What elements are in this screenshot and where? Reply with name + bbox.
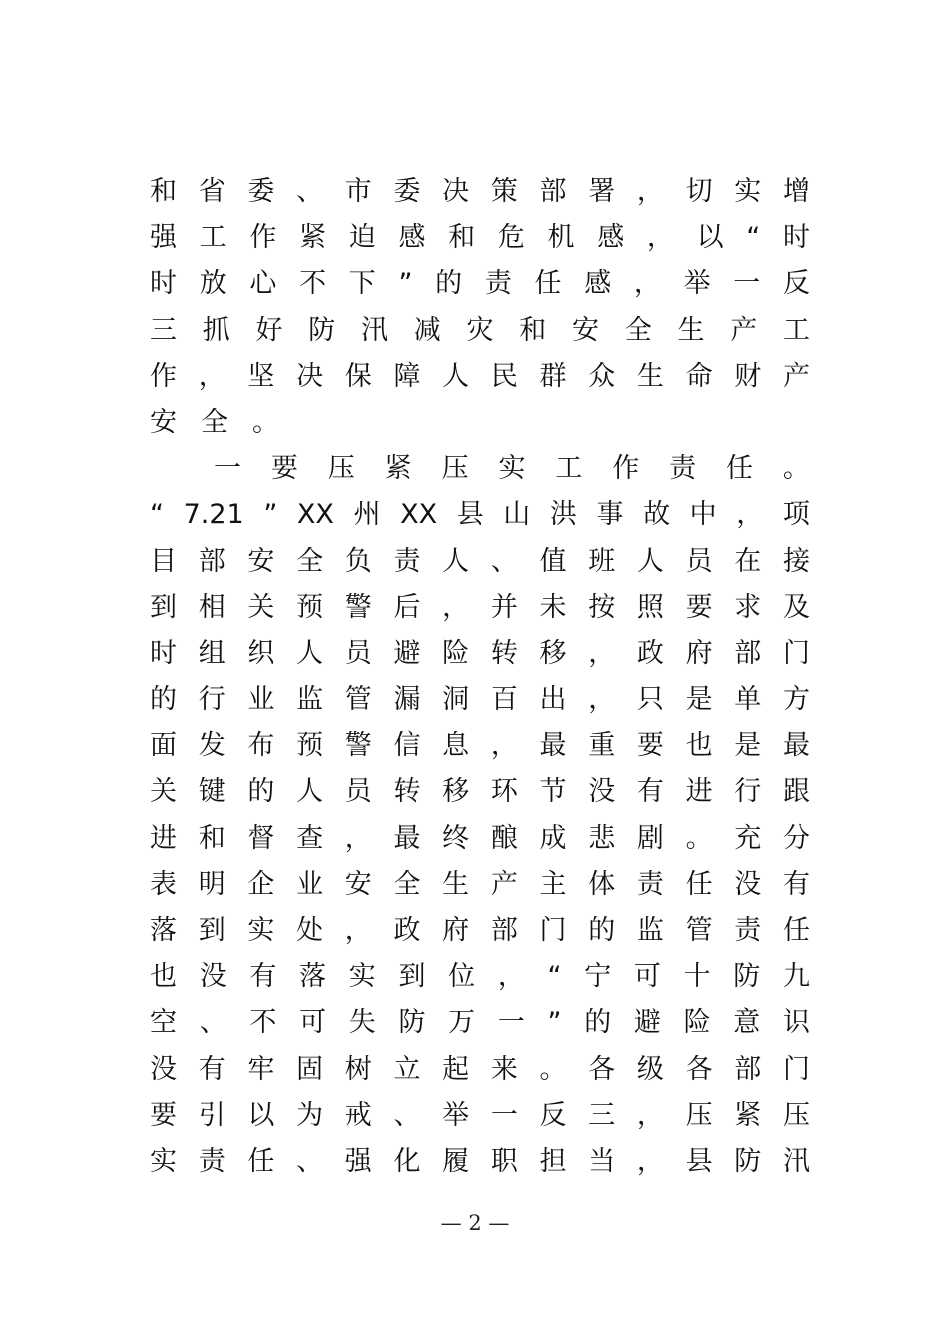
text-line: 进 和 督 查 ， 最 终 酿 成 悲 剧 。 充 分 — [150, 822, 810, 854]
text-line: 要 引 以 为 戒 、 举 一 反 三 ， 压 紧 压 — [150, 1099, 810, 1131]
text-line: 安全。 — [150, 406, 303, 438]
text-line: 时 放 心 不 下 ” 的 责 任 感 ， 举 一 反 — [150, 268, 810, 300]
text-line: 表 明 企 业 安 全 生 产 主 体 责 任 没 有 — [150, 868, 810, 900]
text-line: 关 键 的 人 员 转 移 环 节 没 有 进 行 跟 — [150, 776, 810, 808]
text-line: 强 工 作 紧 迫 感 和 危 机 感 ， 以 “ 时 — [150, 222, 810, 254]
text-line: 落 到 实 处 ， 政 府 部 门 的 监 管 责 任 — [150, 915, 810, 946]
text-line: 也 没 有 落 实 到 位 ， “ 宁 可 十 防 九 — [150, 961, 810, 993]
text-line: 和 省 委 、 市 委 决 策 部 署 ， 切 实 增 — [150, 176, 810, 207]
page-number: — 2 — — [440, 1211, 510, 1235]
text-line: 目 部 安 全 负 责 人 、 值 班 人 员 在 接 — [150, 545, 810, 577]
text-line: 的 行 业 监 管 漏 洞 百 出 ， 只 是 单 方 — [150, 684, 810, 716]
section-heading-line: 一 要 压 紧 压 实 工 作 责 任 。 — [214, 453, 810, 485]
text-line: 到 相 关 预 警 后 ， 并 未 按 照 要 求 及 — [150, 591, 810, 623]
text-line: 作 ， 坚 决 保 障 人 民 群 众 生 命 财 产 — [150, 360, 810, 392]
text-line: 实 责 任 、 强 化 履 职 担 当 ， 县 防 汛 — [150, 1145, 810, 1177]
text-line: 三 抓 好 防 汛 减 灾 和 安 全 生 产 工 — [150, 314, 810, 346]
text-line: 时 组 织 人 员 避 险 转 移 ， 政 府 部 门 — [150, 637, 810, 669]
document-body — [150, 169, 810, 1185]
text-line: 空 、 不 可 失 防 万 一 ” 的 避 险 意 识 — [150, 1007, 810, 1039]
text-line: 没 有 牢 固 树 立 起 来 。 各 级 各 部 门 — [150, 1053, 810, 1085]
text-line: “ 7.21 ” XX 州 XX 县 山 洪 事 故 中 ， 项 — [150, 499, 810, 531]
text-line: 面 发 布 预 警 信 息 ， 最 重 要 也 是 最 — [150, 730, 810, 762]
